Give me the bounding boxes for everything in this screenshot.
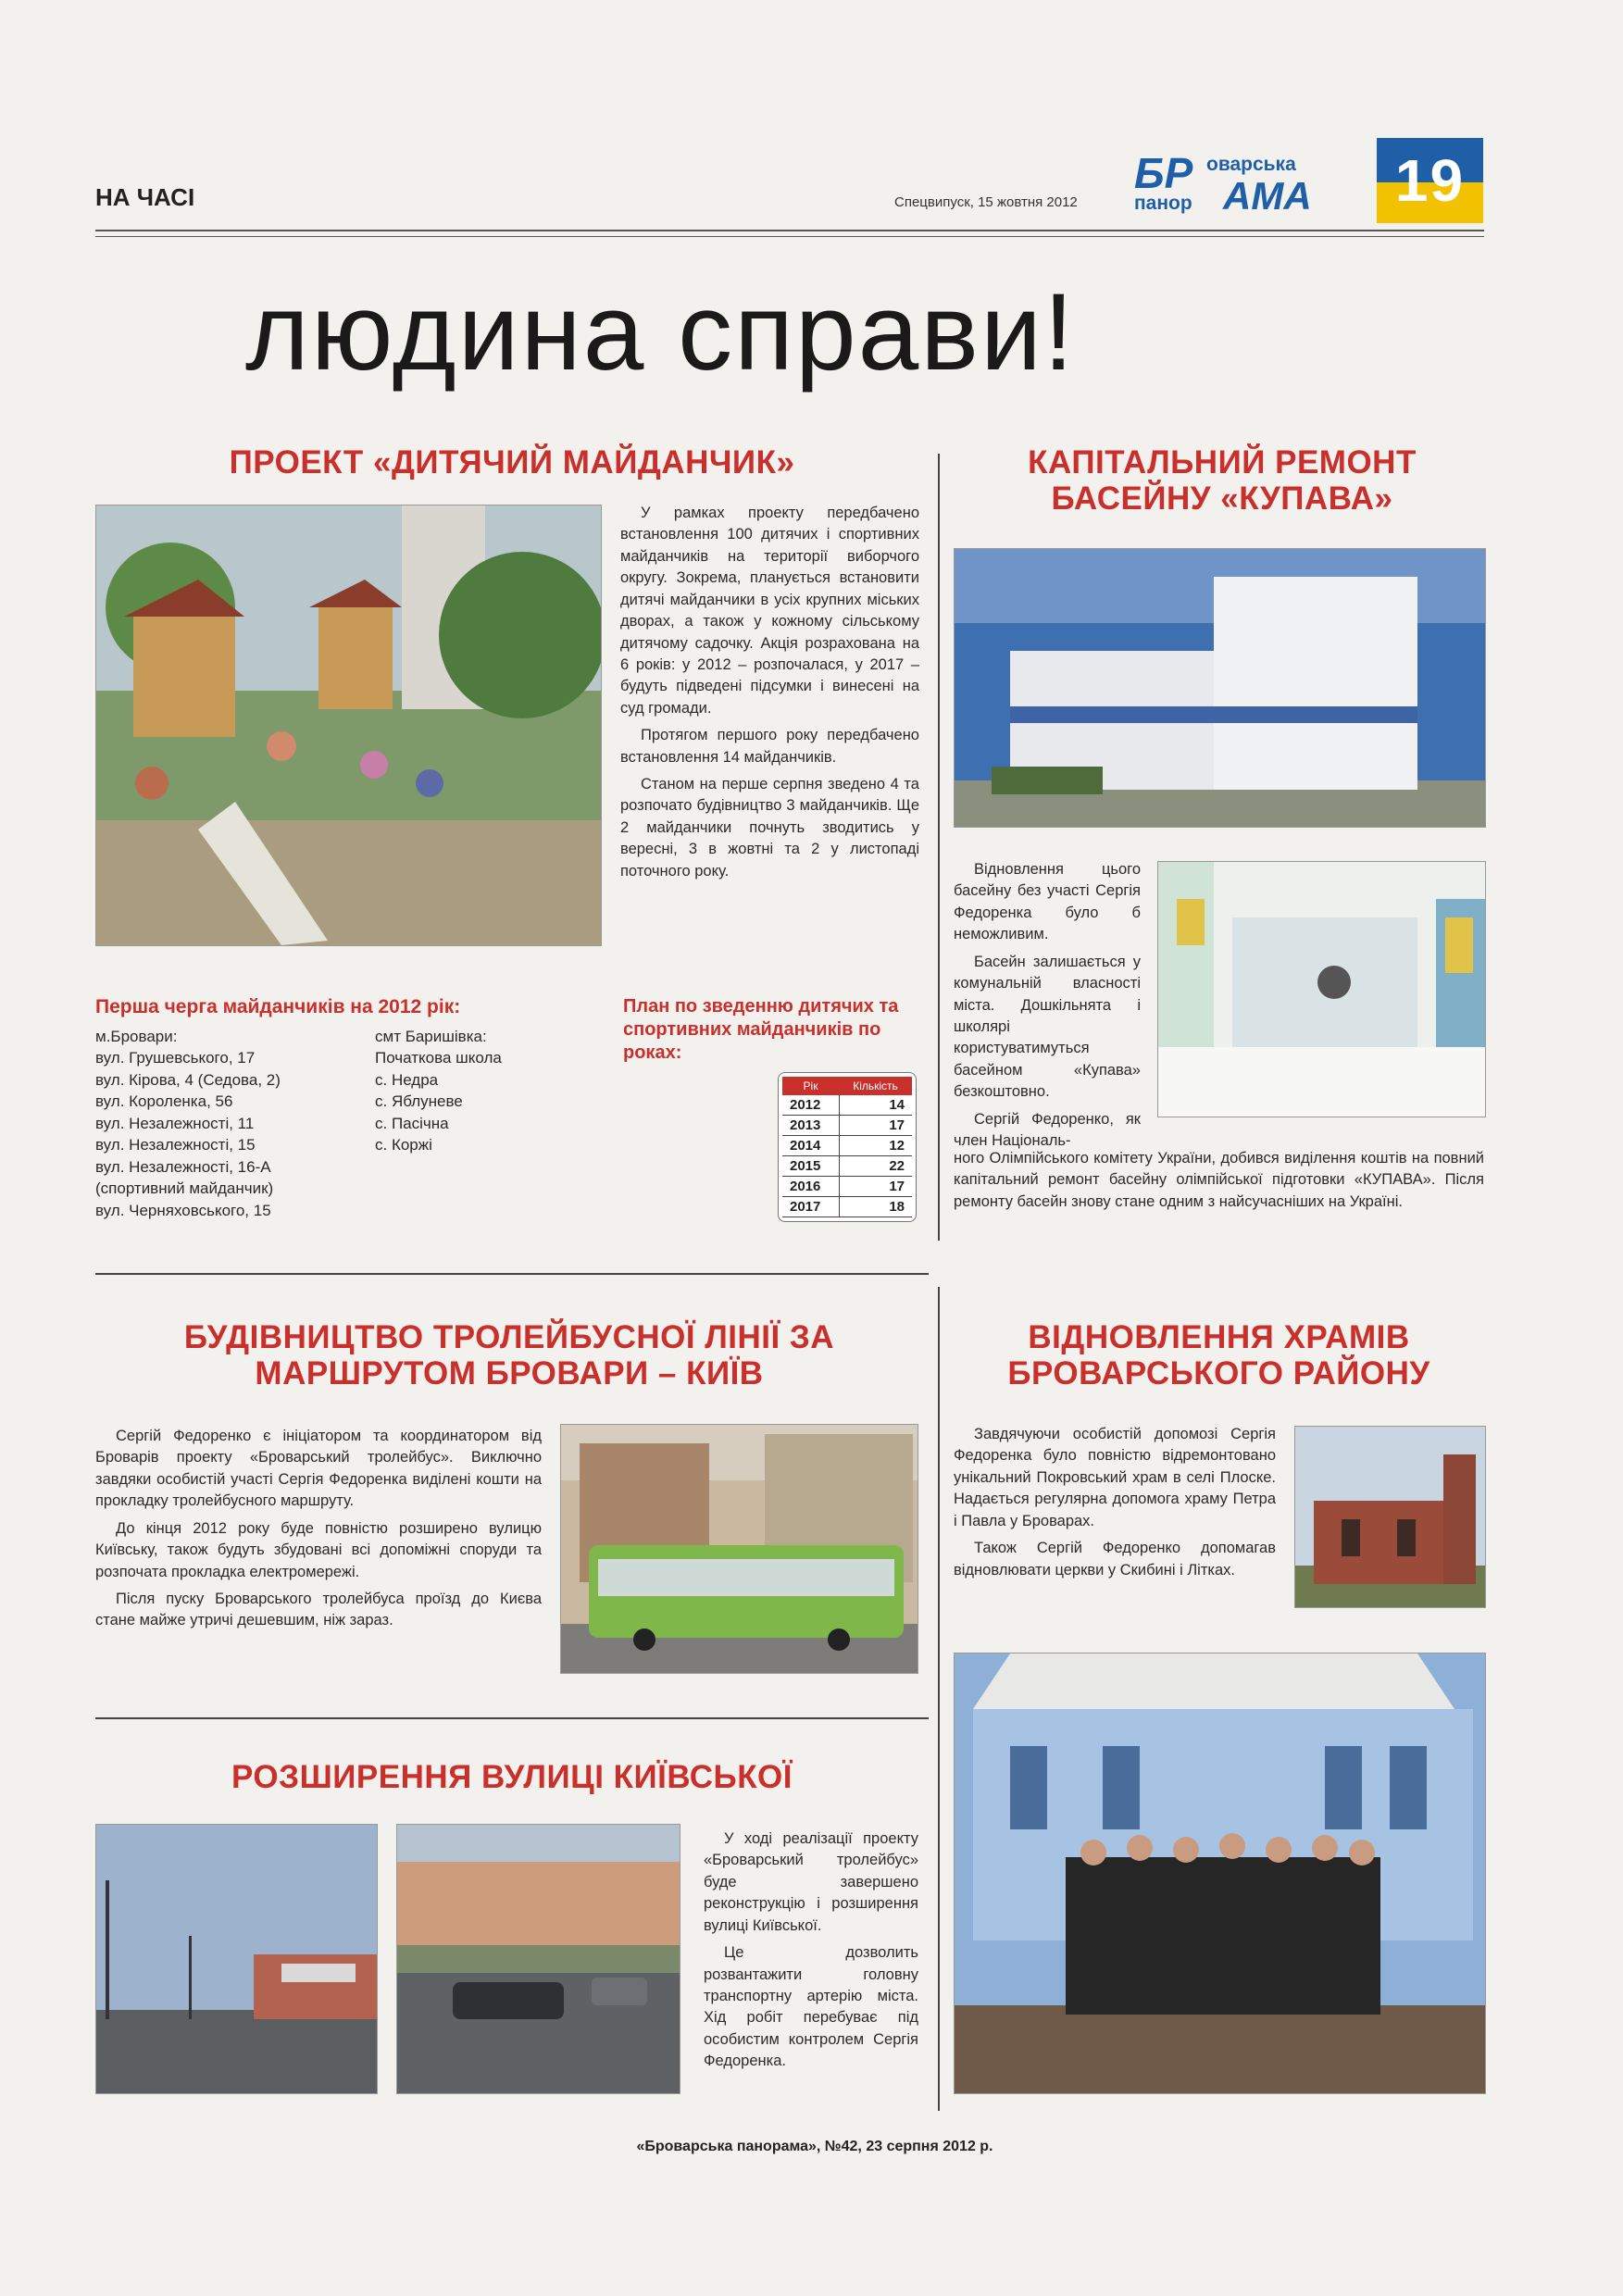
churches-title: ВІДНОВЛЕННЯ ХРАМІВ БРОВАРСЬКОГО РАЙОНУ [1007, 1319, 1430, 1392]
playground-para-2: Протягом першого року передбачено встановлення 14 майданчиків. [620, 727, 919, 766]
list-item: с. Недра [375, 1070, 439, 1089]
page-number-box [1377, 138, 1483, 223]
table-cell-count: 14 [839, 1095, 912, 1116]
pool-building-image [955, 549, 1485, 827]
table-cell-year: 2015 [782, 1156, 839, 1177]
table-cell-year: 2017 [782, 1197, 839, 1217]
header-rule-2 [95, 236, 1484, 237]
header-rule [95, 230, 1484, 231]
trolley-para-3: Після пуску Броварського тролейбуса проїзд до Києва стане майже утричі дешевшим, ніж зараз. [95, 1590, 542, 1629]
church-ruin-photo [1294, 1426, 1486, 1608]
list-item: вул. Незалежності, 11 [95, 1114, 255, 1132]
street-photo-left [95, 1824, 378, 2094]
list-item: с. Пасічна [375, 1114, 449, 1132]
list-item: смт Баришівка: [375, 1028, 487, 1045]
list-item: (спортивний майданчик) [95, 1179, 274, 1198]
playground-list-title: Перша черга майданчиків на 2012 рік: [95, 996, 461, 1017]
playground-title: ПРОЕКТ «ДИТЯЧИЙ МАЙДАНЧИК» [229, 444, 795, 480]
list-item: вул. Незалежності, 16-А [95, 1157, 271, 1176]
street-image-right [397, 1825, 680, 2093]
logo-big-left: БР [1134, 149, 1193, 197]
column-divider-top [938, 454, 940, 1241]
table-cell-year: 2014 [782, 1136, 839, 1156]
list-item: вул. Черняховського, 15 [95, 1201, 271, 1219]
page-number: 19 [1394, 147, 1466, 214]
table-head-year: Рік [782, 1077, 839, 1095]
table-cell-count: 12 [839, 1136, 912, 1156]
street-photo-right [396, 1824, 680, 2094]
table-head-count: Кількість [839, 1077, 912, 1095]
pool-interior-image [1158, 862, 1485, 1117]
plan-table [782, 1077, 912, 1217]
table-cell-count: 22 [839, 1156, 912, 1177]
playground-text [620, 503, 919, 888]
pool-title: КАПІТАЛЬНИЙ РЕМОНТ БАСЕЙНУ «КУПАВА» [1028, 444, 1417, 518]
table-cell-year: 2016 [782, 1177, 839, 1197]
playground-image [96, 505, 601, 945]
list-item: вул. Короленка, 56 [95, 1092, 233, 1111]
section-divider-lower [95, 1717, 929, 1719]
list-item: м.Бровари: [95, 1028, 178, 1045]
masthead-logo [1134, 148, 1349, 218]
footer-credit: «Броварська панорама», №42, 23 серпня 2012 р. [636, 2139, 993, 2154]
street-para-1: У ході реалізації проекту «Броварський тролейбус» буде завершено реконструкцію і розширення вулиці Київської. [704, 1830, 918, 1934]
church-group-photo [954, 1653, 1486, 2094]
trolley-para-1: Сергій Федоренко є ініціатором та координатором від Броварів проекту «Броварський тролейбус». Виключно завдяки особистій участі Сергія Федоренка виділені кошти на прокладку тролейбусного маршруту. [95, 1428, 542, 1510]
table-cell-year: 2013 [782, 1116, 839, 1136]
pool-text-wide: ного Олімпійського комітету України, добився виділення коштів на повний капітальний ремонт басейну олімпійської підготовки «КУПАВА». Після ремонту басейн знову стане одним з найсучасніших на Україні. [954, 1150, 1484, 1210]
pool-para-2: Басейн залишається у комунальній власності міста. Дошкільнята і школярі користуватимуться басейном «Купава» безкоштовно. [954, 953, 1141, 1101]
section-label: НА ЧАСІ [95, 183, 195, 211]
column-divider-bottom [938, 1287, 940, 2111]
street-para-2: Це дозволить розвантажити головну транспортну артерію міста. Хід робіт перебуває під особистим контролем Сергія Федоренка. [704, 1944, 918, 2070]
street-title: РОЗШИРЕННЯ ВУЛИЦІ КИЇВСЬКОЇ [231, 1759, 793, 1795]
street-text [704, 1828, 918, 2078]
trolley-para-2: До кінця 2012 року буде повністю розширено вулицю Київську, також будуть збудовані всі допоміжні споруди та розпочата прокладка електромережі. [95, 1519, 542, 1580]
list-item: с. Коржі [375, 1136, 432, 1154]
plan-table-wrap [778, 1072, 917, 1222]
table-cell-year: 2012 [782, 1095, 839, 1116]
list-item: Початкова школа [375, 1049, 502, 1067]
playground-list-brovary [95, 1026, 364, 1221]
churches-text [954, 1424, 1276, 1587]
list-item: вул. Незалежності, 15 [95, 1136, 256, 1154]
playground-para-1: У рамках проекту передбачено встановлення 100 дитячих і спортивних майданчиків на території виборчого округу. Зокрема, планується встановити дитячі майданчики в усіх крупних міських дворах, а також у кожному сільському дитячому садочку. Акція розрахована на 6 років: у 2012 – розпочалася, у 2017 – будуть підведені підсумки і винесені на суд громади. [620, 505, 919, 717]
table-row [782, 1156, 912, 1177]
logo-big-right: АМА [1223, 174, 1312, 218]
list-item: с. Яблуневе [375, 1092, 463, 1111]
pool-building-photo [954, 548, 1486, 828]
street-image-left [96, 1825, 377, 2093]
list-item: вул. Кірова, 4 (Седова, 2) [95, 1070, 281, 1089]
table-cell-count: 17 [839, 1116, 912, 1136]
table-cell-count: 18 [839, 1197, 912, 1217]
trolley-text [95, 1426, 542, 1638]
pool-interior-photo [1157, 861, 1486, 1117]
table-row [782, 1197, 912, 1217]
trolleybus-image [561, 1425, 918, 1673]
playground-list-baryshivka [375, 1026, 588, 1156]
churches-para-2: Також Сергій Федоренко допомагав відновлювати церкви у Скибині і Літках. [954, 1540, 1276, 1578]
church-ruin-image [1295, 1427, 1485, 1607]
section-divider-middle [95, 1273, 929, 1275]
playground-para-3: Станом на перше серпня зведено 4 та розпочато будівництво 3 майданчиків. Ще 2 майданчики почнуть зводитись у вересні, 3 в жовтні та 2 у листопаді поточного року. [620, 776, 919, 880]
trolley-title: БУДІВНИЦТВО ТРОЛЕЙБУСНОЇ ЛІНІЇ ЗА МАРШРУТОМ БРОВАРИ – КИЇВ [183, 1319, 835, 1392]
trolleybus-photo [560, 1424, 918, 1674]
pool-para-1: Відновлення цього басейну без участі Сергія Федоренка було б неможливим. [954, 861, 1141, 943]
table-row [782, 1095, 912, 1116]
main-headline: людина справи! [245, 271, 1076, 393]
churches-para-1: Завдячуючи особистій допомозі Сергія Федоренка було повністю відремонтовано унікальний Покровський храм в селі Плоске. Надається регулярна допомога храму Петра і Павла у Броварах. [954, 1426, 1276, 1529]
pool-para-3: Сергій Федоренко, як член Національ- [954, 1110, 1141, 1150]
list-item: вул. Грушевського, 17 [95, 1049, 256, 1067]
church-group-image [955, 1653, 1485, 2093]
playground-photo [95, 505, 602, 946]
table-row [782, 1136, 912, 1156]
plan-title: План по зведенню дитячих та спортивних майданчиків по роках: [623, 996, 899, 1063]
pool-text-narrow [954, 859, 1141, 1152]
table-row [782, 1177, 912, 1197]
logo-small-bottom: панор [1134, 193, 1192, 214]
table-row [782, 1116, 912, 1136]
logo-small-top: оварська [1206, 154, 1296, 175]
issue-date: Спецвипуск, 15 жовтня 2012 [894, 194, 1078, 210]
table-cell-count: 17 [839, 1177, 912, 1197]
